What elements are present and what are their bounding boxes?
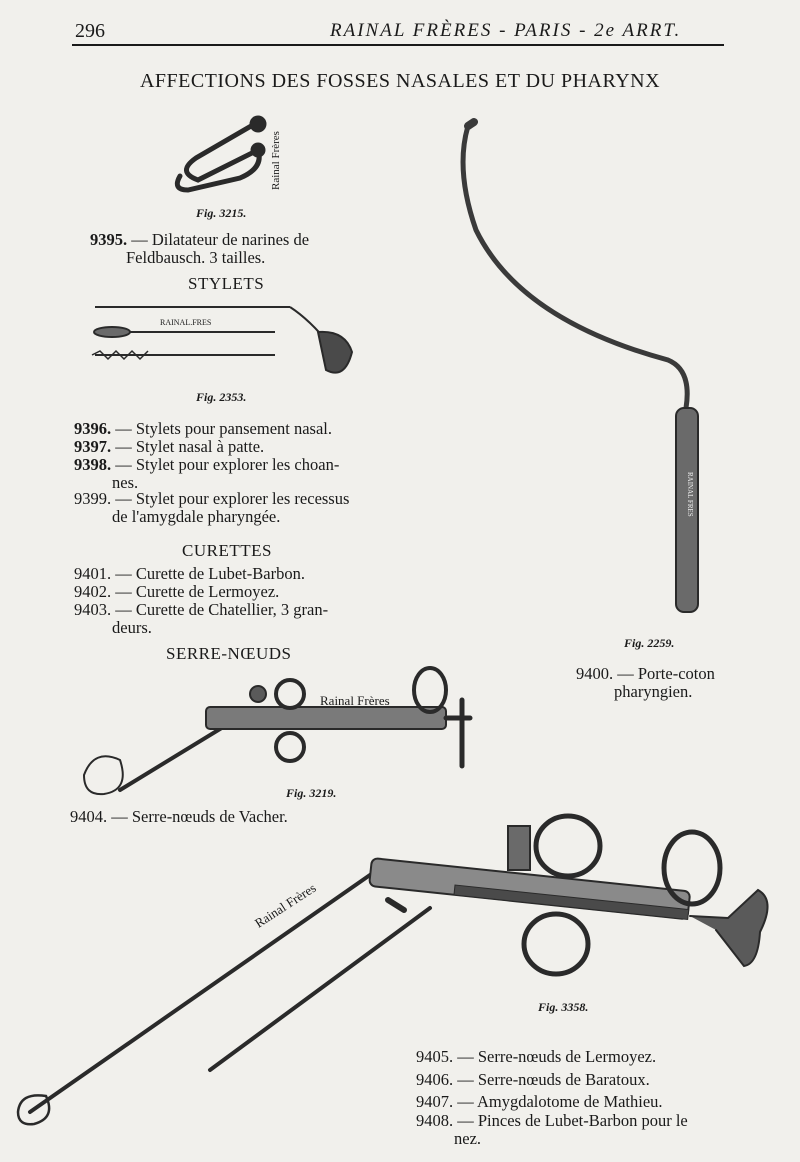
catalog-entry <box>74 565 305 583</box>
entry-text-cont: nez. <box>454 1129 482 1148</box>
entry-text: — Dilatateur de narines de <box>131 230 310 249</box>
section-heading-stylets: STYLETS <box>188 274 265 293</box>
entry-number: 9408. <box>416 1111 454 1130</box>
entry-number: 9407. <box>416 1092 454 1111</box>
entry-text: — Pinces de Lubet-Barbon pour le <box>457 1111 688 1130</box>
entry-text: — Serre-nœuds de Baratoux. <box>457 1070 650 1089</box>
entry-number: 9397. <box>74 437 112 456</box>
fig-2353-caption: Fig. 2353. <box>196 390 247 404</box>
entry-text-cont: Feldbausch. 3 tailles. <box>126 248 266 267</box>
fig-3215-caption: Fig. 3215. <box>196 206 247 220</box>
catalog-entry <box>416 1071 650 1089</box>
entry-text-cont: de l'amygdale pharyngée. <box>112 507 281 526</box>
section-heading-serre-noeuds: SERRE-NŒUDS <box>166 644 292 663</box>
entry-number: 9402. <box>74 582 112 601</box>
catalog-entry <box>74 601 328 637</box>
entry-text: — Stylets pour pansement nasal. <box>115 419 333 438</box>
entry-text-cont: nes. <box>112 473 139 492</box>
entry-number: 9396. <box>74 419 112 438</box>
entry-number: 9401. <box>74 564 112 583</box>
entry-text-cont: pharyngien. <box>614 682 693 701</box>
entry-text: — Serre-nœuds de Vacher. <box>111 807 288 826</box>
catalog-entry <box>74 583 279 601</box>
serre-noeuds-vacher-illustration <box>84 668 470 794</box>
entry-number: 9400. <box>576 664 614 683</box>
catalog-entry <box>416 1048 656 1066</box>
catalog-entry <box>74 456 339 492</box>
catalog-entry <box>74 490 349 526</box>
entry-number: 9398. <box>74 455 112 474</box>
entry-text: — Porte-coton <box>617 664 715 683</box>
entry-text: — Curette de Lermoyez. <box>115 582 280 601</box>
entry-number: 9404. <box>70 807 108 826</box>
catalog-entry <box>74 420 332 438</box>
entry-number: 9395. <box>90 230 128 249</box>
entry-text: — Amygdalotome de Mathieu. <box>457 1092 663 1111</box>
fig-3358-caption: Fig. 3358. <box>538 1000 589 1014</box>
entry-text-cont: deurs. <box>112 618 152 637</box>
brand-mark-3215: Rainal Frères <box>270 131 282 190</box>
entry-number: 9406. <box>416 1070 454 1089</box>
entry-text: — Stylet pour explorer les recessus <box>115 489 350 508</box>
brand-mark-3358: Rainal Frères <box>252 880 319 931</box>
entry-text: — Serre-nœuds de Lermoyez. <box>457 1047 657 1066</box>
stylets-illustration <box>92 307 352 373</box>
entry-text: — Stylet nasal à patte. <box>115 437 265 456</box>
fig-3219-caption: Fig. 3219. <box>286 786 337 800</box>
fig-2259-caption: Fig. 2259. <box>624 636 675 650</box>
page-title: AFFECTIONS DES FOSSES NASALES ET DU PHARYNX <box>139 70 661 92</box>
serre-noeuds-large-illustration <box>18 816 768 1124</box>
catalog-entry <box>576 665 715 701</box>
catalog-entry <box>74 438 264 456</box>
entry-text: — Curette de Lubet-Barbon. <box>115 564 305 583</box>
entry-text: — Curette de Chatellier, 3 gran- <box>115 600 329 619</box>
entry-number: 9405. <box>416 1047 454 1066</box>
running-title: RAINAL FRÈRES - PARIS - 2e ARRT. <box>330 20 682 41</box>
section-heading-curettes: CURETTES <box>182 541 272 560</box>
brand-mark-2259: RAINAL FRES <box>686 472 694 517</box>
entry-text: — Stylet pour explorer les choan- <box>115 455 340 474</box>
catalog-entry <box>416 1093 663 1111</box>
porte-coton-illustration <box>463 122 698 612</box>
catalog-entry <box>70 808 288 826</box>
brand-mark-3219: Rainal Frères <box>320 693 390 708</box>
catalog-entry <box>416 1112 688 1148</box>
nostril-dilator-illustration <box>177 118 264 190</box>
brand-mark-2353: RAINAL.FRES <box>160 318 212 327</box>
entry-number: 9403. <box>74 600 112 619</box>
entry-number: 9399. <box>74 489 112 508</box>
catalog-entry <box>90 231 309 267</box>
page-number: 296 <box>75 20 105 42</box>
